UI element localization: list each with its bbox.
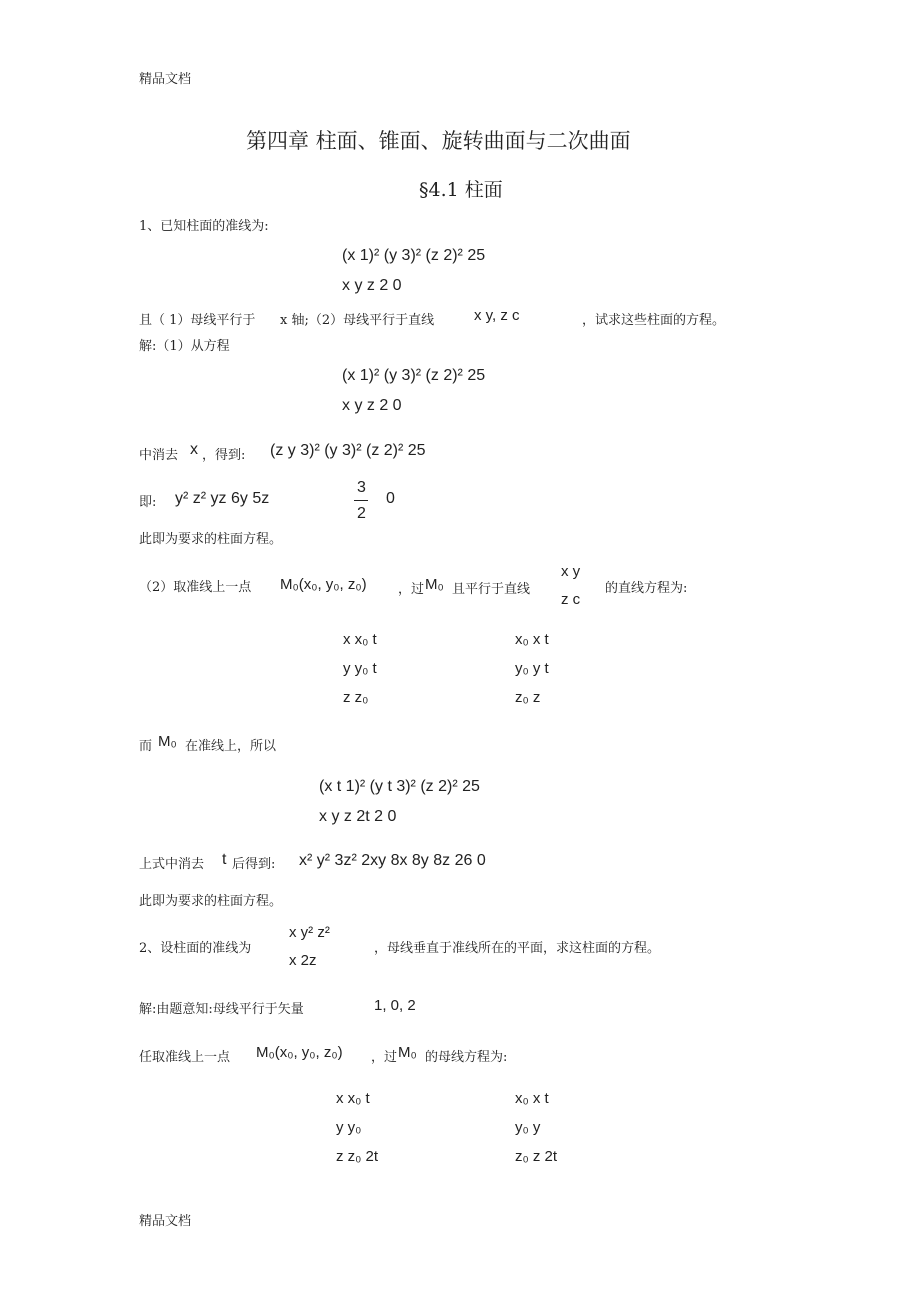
system-2-right-row3: z₀ z 2t <box>515 1148 558 1165</box>
system-1-left-row1: x x₀ t <box>343 631 377 648</box>
fraction-bar <box>354 500 368 501</box>
equation-6: x² y² 3z² 2xy 8x 8y 8z 26 0 <box>299 852 486 869</box>
system-2-left-row1: x x₀ t <box>336 1090 370 1107</box>
problem-1-line-eq: x y, z c <box>474 307 520 324</box>
problem-1-condition-d: ，试求这些柱面的方程。 <box>582 313 726 328</box>
point-m0: M₀(x₀, y₀, z₀) <box>280 576 367 593</box>
system-1-left-row2: y y₀ t <box>343 660 377 677</box>
line-eq-bottom: z c <box>561 591 581 608</box>
system-2-right-row2: y₀ y <box>515 1119 541 1136</box>
directrix-2-line2: x 2z <box>289 952 317 969</box>
system-2-left-row2: y y₀ <box>336 1119 362 1136</box>
equation-4-right: 0 <box>386 490 395 507</box>
page-footer: 精品文档 <box>139 1214 192 1229</box>
system-2-right-row1: x₀ x t <box>515 1090 549 1107</box>
system-1-left-row3: z z₀ <box>343 689 369 706</box>
part-2-text-a: （2）取准线上一点 <box>139 580 252 595</box>
fraction-denominator: 2 <box>357 505 366 522</box>
chapter-title: 第四章 柱面、锥面、旋转曲面与二次曲面 <box>246 129 631 153</box>
solution-1-intro: 解:（1）从方程 <box>139 339 230 354</box>
solution-2-text-c: ，过 <box>371 1050 398 1065</box>
eliminate-t-var: t <box>222 851 227 868</box>
equation-1-line2: x y z 2 0 <box>342 277 402 294</box>
point-m0-ref-3: M₀ <box>398 1044 417 1061</box>
solution-2-intro: 解:由题意知:母线平行于矢量 <box>139 1002 304 1017</box>
problem-1-condition-b: x 轴;（2）母线平行于直线 <box>280 313 435 328</box>
equation-3: (z y 3)² (y 3)² (z 2)² 25 <box>270 442 426 459</box>
directrix-2-line1: x y² z² <box>289 924 330 941</box>
solution-2-text-e: 的母线方程为: <box>425 1050 508 1065</box>
part-2-text-and: 而 <box>139 739 153 754</box>
obtain-text: ，得到: <box>202 448 246 463</box>
point-m0-ref: M₀ <box>425 576 444 593</box>
direction-vector: 1, 0, 2 <box>374 997 416 1014</box>
section-title: §4.1 柱面 <box>419 179 503 201</box>
ie-label: 即: <box>139 495 157 510</box>
equation-4-left: y² z² yz 6y 5z <box>175 490 270 507</box>
problem-1-intro: 1、已知柱面的准线为: <box>139 219 269 234</box>
point-m0-ref-2: M₀ <box>158 733 177 750</box>
system-2-left-row3: z z₀ 2t <box>336 1148 379 1165</box>
eliminate-t-text: 上式中消去 <box>139 857 205 872</box>
line-eq-top: x y <box>561 563 581 580</box>
system-1-right-row3: z₀ z <box>515 689 541 706</box>
page-header: 精品文档 <box>139 72 192 87</box>
equation-2-line1: (x 1)² (y 3)² (z 2)² 25 <box>342 367 486 384</box>
eliminate-text: 中消去 <box>139 448 179 463</box>
obtain-text-2: 后得到: <box>232 857 276 872</box>
point-m0-2: M₀(x₀, y₀, z₀) <box>256 1044 343 1061</box>
eliminate-var: x <box>190 441 198 458</box>
conclusion-2: 此即为要求的柱面方程。 <box>139 894 283 909</box>
problem-2-intro: 2、设柱面的准线为 <box>139 941 252 956</box>
equation-1-line1: (x 1)² (y 3)² (z 2)² 25 <box>342 247 486 264</box>
part-2-text-e: 且平行于直线 <box>452 582 531 597</box>
part-2-text-c: ，过 <box>398 582 425 597</box>
fraction-numerator: 3 <box>357 479 366 496</box>
problem-2-text: ，母线垂直于准线所在的平面，求这柱面的方程。 <box>374 941 661 956</box>
conclusion-1: 此即为要求的柱面方程。 <box>139 532 283 547</box>
solution-2-text-a: 任取准线上一点 <box>139 1050 231 1065</box>
system-1-right-row1: x₀ x t <box>515 631 549 648</box>
part-2-text-on-directrix: 在准线上，所以 <box>185 739 277 754</box>
problem-1-condition-a: 且（ 1）母线平行于 <box>139 313 256 328</box>
equation-5-line1: (x t 1)² (y t 3)² (z 2)² 25 <box>319 778 480 795</box>
part-2-text-g: 的直线方程为: <box>605 581 688 596</box>
equation-5-line2: x y z 2t 2 0 <box>319 808 397 825</box>
system-1-right-row2: y₀ y t <box>515 660 549 677</box>
equation-2-line2: x y z 2 0 <box>342 397 402 414</box>
